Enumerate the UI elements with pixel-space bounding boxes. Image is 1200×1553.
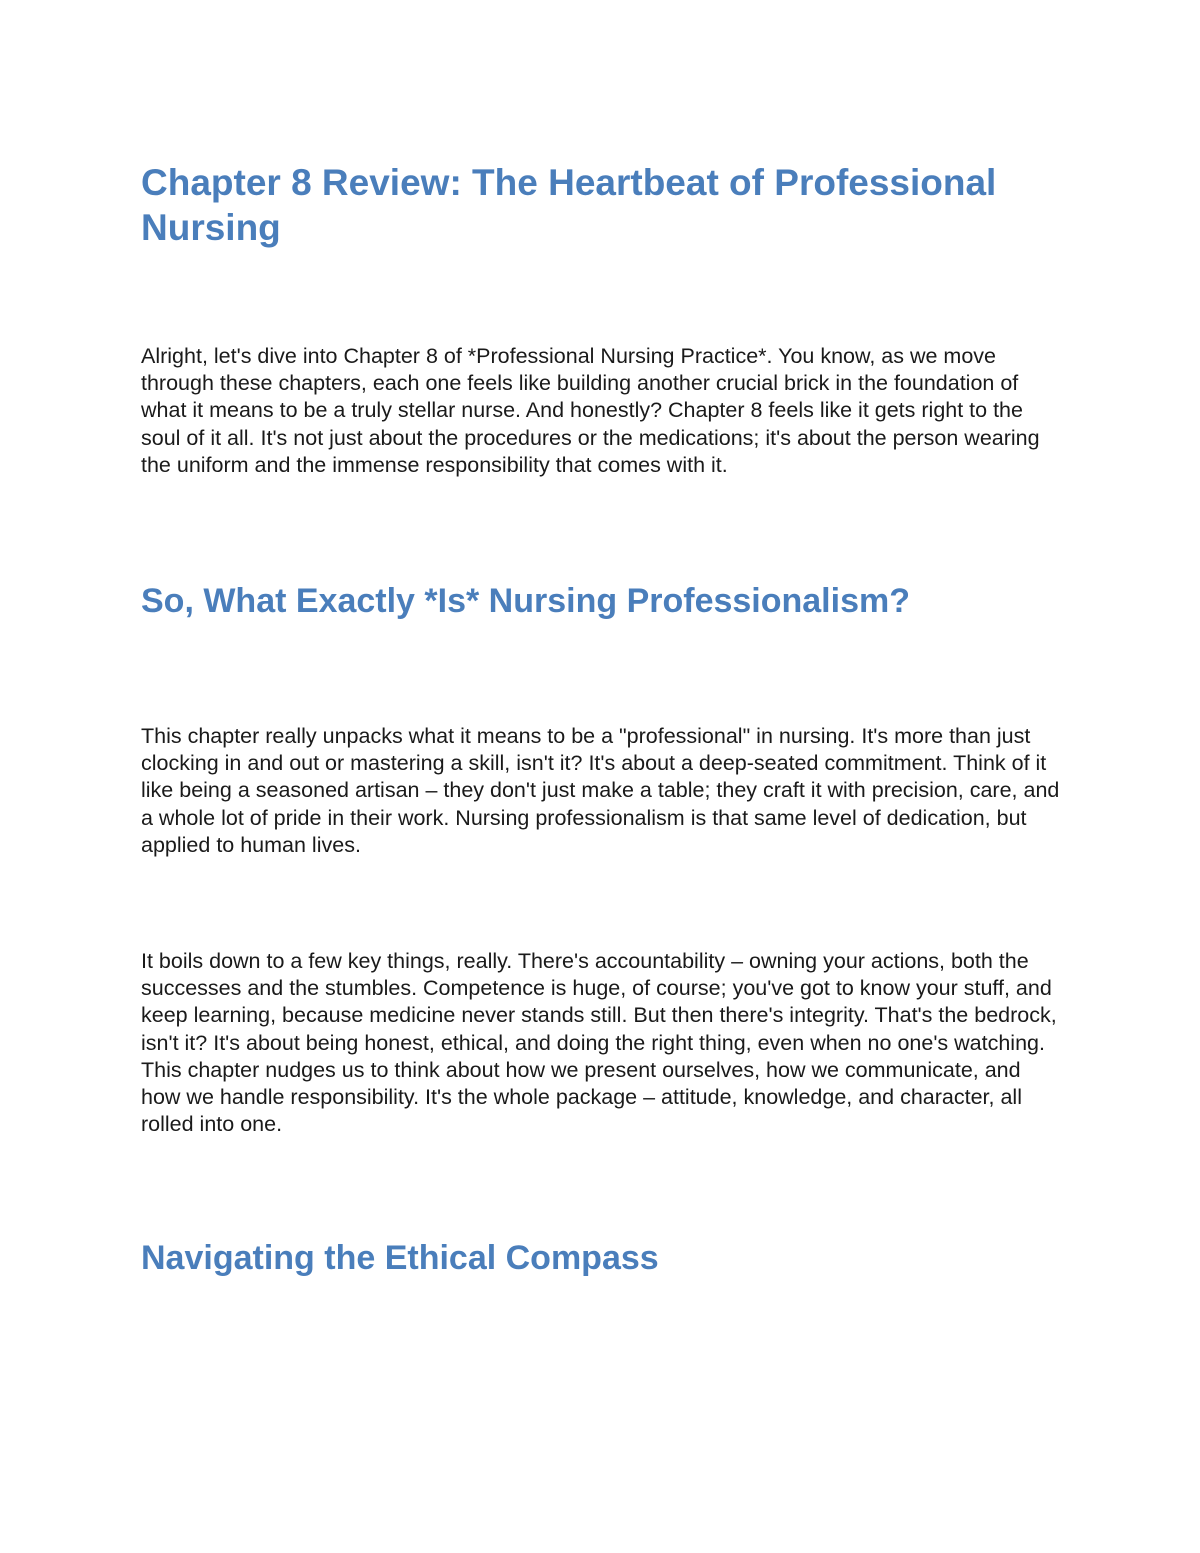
professionalism-paragraph-1: This chapter really unpacks what it means to be a "professional" in nursing. It's more than just clocking in and out or mastering a skill, isn't it? It's about a deep-seated commitment. Think of it like being a seasoned artisan – they don't just make a table; they craft it with precision, care, and a whole lot of pride in their work. Nursing professionalism is that same level of dedication, but applied to human lives. [141, 724, 1060, 857]
document-content [141, 160, 1061, 1278]
section-heading-ethical-compass: Navigating the Ethical Compass [141, 1239, 659, 1278]
intro-paragraph: Alright, let's dive into Chapter 8 of *Professional Nursing Practice*. You know, as we move through these chapters, each one feels like building another crucial brick in the foundation of what it means to be a truly stellar nurse. And honestly? Chapter 8 feels like it gets right to the soul of it all. It's not just about the procedures or the medications; it's about the person wearing the uniform and the immense responsibility that comes with it. [141, 344, 1040, 477]
document-title: Chapter 8 Review: The Heartbeat of Professional Nursing [141, 162, 997, 248]
professionalism-paragraph-2: It boils down to a few key things, really. There's accountability – owning your actions, both the successes and the stumbles. Competence is huge, of course; you've got to know your stuff, and keep learning, because medicine never stands still. But then there's integrity. That's the bedrock, isn't it? It's about being honest, ethical, and doing the right thing, even when no one's watching. This chapter nudges us to think about how we present ourselves, how we communicate, and how we handle responsibility. It's the whole package – attitude, knowledge, and character, all rolled into one. [141, 949, 1057, 1137]
section-heading-professionalism: So, What Exactly *Is* Nursing Professionalism? [141, 582, 910, 621]
